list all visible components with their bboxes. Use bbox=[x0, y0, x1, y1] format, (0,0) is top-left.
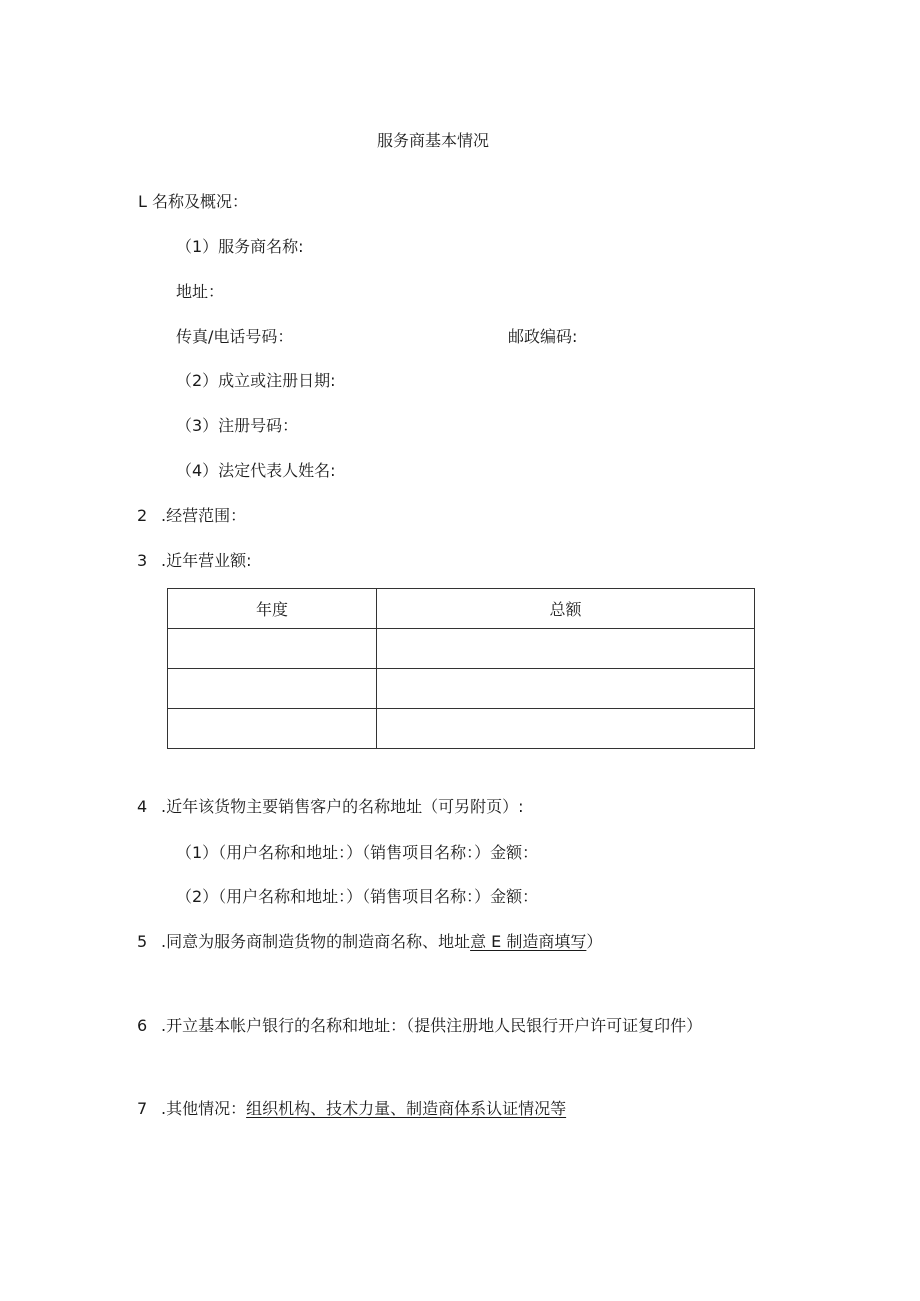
provider-name-label: （1）服务商名称: bbox=[176, 237, 304, 256]
total-cell[interactable] bbox=[377, 629, 755, 669]
section-1-heading: L 名称及概况： bbox=[138, 192, 249, 211]
page-title: 服务商基本情况 bbox=[377, 131, 490, 150]
revenue-table bbox=[167, 588, 755, 749]
section-6-number: 6 bbox=[137, 1016, 148, 1035]
postal-code-label: 邮政编码: bbox=[508, 327, 578, 346]
section-2-heading bbox=[137, 506, 246, 526]
total-cell[interactable] bbox=[377, 669, 755, 709]
year-cell[interactable] bbox=[168, 709, 377, 749]
section-5-tail: ） bbox=[586, 932, 603, 951]
column-header-total: 总额 bbox=[377, 589, 755, 629]
section-2-number: 2 bbox=[137, 506, 148, 525]
total-cell[interactable] bbox=[377, 709, 755, 749]
table-header-row bbox=[168, 589, 755, 629]
section-5-underlined-note: 意 E 制造商填写 bbox=[470, 932, 587, 951]
table-row bbox=[168, 709, 755, 749]
section-5-number: 5 bbox=[137, 932, 148, 951]
section-5-label: .同意为服务商制造货物的制造商名称、地址 bbox=[161, 932, 471, 951]
customer-item-2: （2）（用户名称和地址：）（销售项目名称：）金额： bbox=[176, 887, 539, 906]
table-row bbox=[168, 669, 755, 709]
section-7-number: 7 bbox=[137, 1099, 148, 1118]
fax-phone-label: 传真/电话号码： bbox=[176, 327, 294, 346]
registration-number-label: （3）注册号码： bbox=[176, 416, 299, 435]
legal-representative-label: （4）法定代表人姓名: bbox=[176, 461, 336, 480]
section-2-label: .经营范围： bbox=[161, 506, 247, 525]
section-4-label: .近年该货物主要销售客户的名称地址（可另附页）: bbox=[161, 797, 524, 816]
section-7-underlined-note: 组织机构、技术力量、制造商体系认证情况等 bbox=[246, 1099, 567, 1118]
section-7-label: .其他情况： bbox=[161, 1099, 247, 1118]
table-row bbox=[168, 629, 755, 669]
address-label: 地址： bbox=[176, 282, 225, 301]
founded-date-label: （2）成立或注册日期: bbox=[176, 371, 336, 390]
year-cell[interactable] bbox=[168, 629, 377, 669]
section-3-heading bbox=[137, 551, 251, 571]
section-3-label: .近年营业额: bbox=[161, 551, 252, 570]
section-4-number: 4 bbox=[137, 797, 148, 816]
column-header-year: 年度 bbox=[168, 589, 377, 629]
section-6-heading bbox=[137, 1016, 702, 1036]
section-4-heading bbox=[137, 797, 523, 817]
section-7-heading bbox=[137, 1099, 566, 1119]
section-5-heading bbox=[137, 932, 602, 952]
customer-item-1: （1）（用户名称和地址：）（销售项目名称：）金额： bbox=[176, 843, 539, 862]
year-cell[interactable] bbox=[168, 669, 377, 709]
section-6-label: .开立基本帐户银行的名称和地址：（提供注册地人民银行开户许可证复印件） bbox=[161, 1016, 703, 1035]
section-3-number: 3 bbox=[137, 551, 148, 570]
